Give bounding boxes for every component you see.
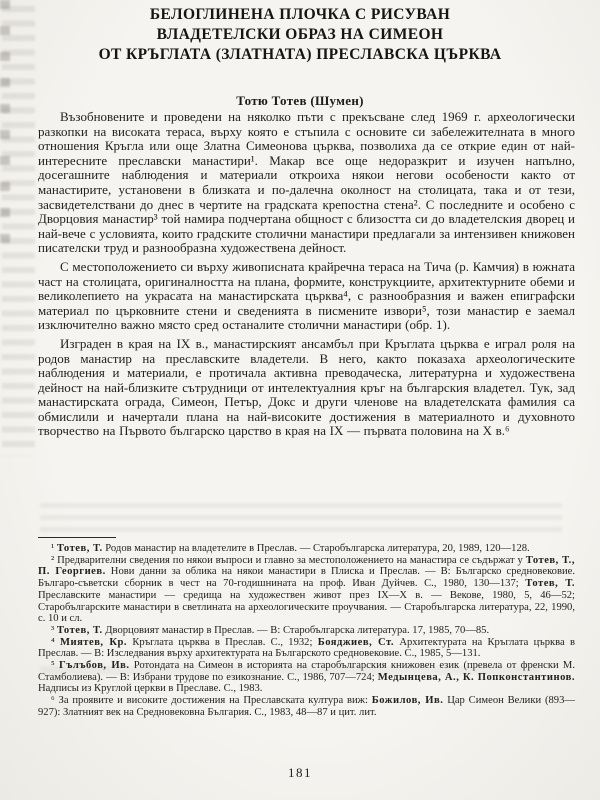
footnote-author: Бояджиев, Ст. (317, 636, 395, 648)
article-title (0, 5, 600, 65)
article-title-line: БЕЛОГЛИНЕНА ПЛОЧКА С РИСУВАН (149, 6, 451, 23)
footnote-author: Тотев, Т. (56, 624, 103, 636)
footnote-list (38, 543, 575, 719)
footnote-author: Тотев, Т. (525, 578, 576, 590)
footnote: ⁵ Гълъбов, Ив. Ротондата на Симеон в историята на старобългарския книжовен език (превела от френски М. Стамболиева). — В: Избрани трудове по езикознание. С., 1986, 707—724; Медынцева, А., К. Попконстантинов. Надписы из Круглой церкви в Преславе. С., 1983. (38, 660, 576, 695)
footnote: ³ Тотев, Т. Дворцовият манастир в Преслав. — В: Старобългарска литература. 17, 1985, 70—85. (51, 624, 490, 636)
footnote-author: Тотев, Т., П. Георгиев. (38, 554, 575, 578)
article-body (38, 110, 575, 439)
body-paragraph: С местоположението си върху живописната крайречна тераса на Тича (р. Камчия) в южната част на столицата, оригиналността на плана, формите, конструкциите, архитектурните обеми и великолепието на украсата на манастирската църква⁴, с разнообразния и важен епиграфски материал по църковните стени и сведенията в писмените извори⁵, този манастир е заемал изключително важно място сред останалите столични манастири (обр. 1). (38, 258, 575, 333)
footnote-author: Миятев, Кр. (59, 636, 128, 648)
footnote-author: Гълъбов, Ив. (58, 660, 130, 672)
footnote-author: Божилов, Ив. (371, 695, 444, 707)
article-title-line: ВЛАДЕТЕЛСКИ ОБРАЗ НА СИМЕОН (156, 26, 444, 43)
footnotes-section (38, 537, 575, 719)
body-paragraph: Възобновените и проведени на няколко пъти с прекъсване след 1969 г. археологически разкопки на високата тераса, върху която е стъпила с основите си забележителната в много отношения Кръгла или още Златна Симеонова църква, позволиха да се открие един от най-интересните преславски манастири¹. Макар все още недоразкрит и изучен напълно, досегашните наблюдения и материали откроиха някои негови особености както от манастирите, установени в близката и по-далечна околност на столицата, така и от тези, засвидетелствани до днес в чертите на градската крепостна стена². С последните и особено с Дворцовия манастир³ той намира подчертана общност с близостта си до владетелския дворец и най-вече с условията, които градските столични манастири предлагали за интензивен книжовен писателски труд и разнообразна художествена дейност. (38, 109, 575, 256)
article-title-line: ОТ КРЪГЛАТА (ЗЛАТНАТА) ПРЕСЛАВСКА ЦЪРКВА (98, 46, 502, 63)
bleedthrough-artifact-mid (40, 503, 562, 535)
footnote-author: Медынцева, А., К. Попконстантинов. (377, 671, 575, 683)
footnote: ⁴ Миятев, Кр. Кръглата църква в Преслав. С., 1932; Бояджиев, Ст. Архитектурата на Кръглата църква в Преслав. — В: Изследвания върху архитектурата на Българското средновековие. С., 1985, 5—131. (38, 636, 575, 660)
footnote-author: Тотев, Т. (56, 543, 103, 554)
footnote-separator-rule (38, 537, 116, 538)
body-paragraph: Изграден в края на IX в., манастирският ансамбъл при Кръглата църква е играл роля на родов манастир на преславските владетели. В него, както показаха археологическите наблюдения и материали, е протичала активна преводаческа, литературна и художествена дейност на най-близките сътрудници от интелектуалния кръг на българския владетел. Тук, зад манастирската ограда, Симеон, Петър, Докс и други членове на владетелската фамилия са обмислили и начертали плана на най-високите достижения в материалното и духовното творчество на Първото българско царство в края на IX — първата половина на X в.⁶ (38, 335, 575, 439)
article-header (0, 5, 600, 109)
page-number: 181 (288, 765, 312, 780)
article-author: Тотю Тотев (Шумен) (236, 93, 364, 108)
footnote: ⁶ За проявите и високите достижения на Преславската култура виж: Божилов, Ив. Цар Симеон Велики (893—927): Златният век на Средновековна България. С., 1983, 48—87 и цит. лит. (38, 695, 575, 718)
footnote: ² Предварителни сведения по някои въпроси и главно за местоположението на манастира се съдържат у Тотев, Т., П. Георгиев. Нови данни за облика на някои манастири в Плиска и Преслав. — В: Българско средновековие. Българо-съветски сборник в чест на 70-годишнината на проф. Иван Дуйчев. С., 1980, 130—137; Тотев, Т. Преславските манастири — средища на художествен живот през IX—X в. — Векове, 1980, 5, 46—52; Старобългарските манастири в светлината на археологическите проучвания. — Старобългарска литература, 22, 1990, с. 10 и сл. (38, 554, 576, 625)
footnote: ¹ Тотев, Т. Родов манастир на владетелите в Преслав. — Старобългарска литература, 20, 1989, 120—128. (51, 543, 530, 554)
